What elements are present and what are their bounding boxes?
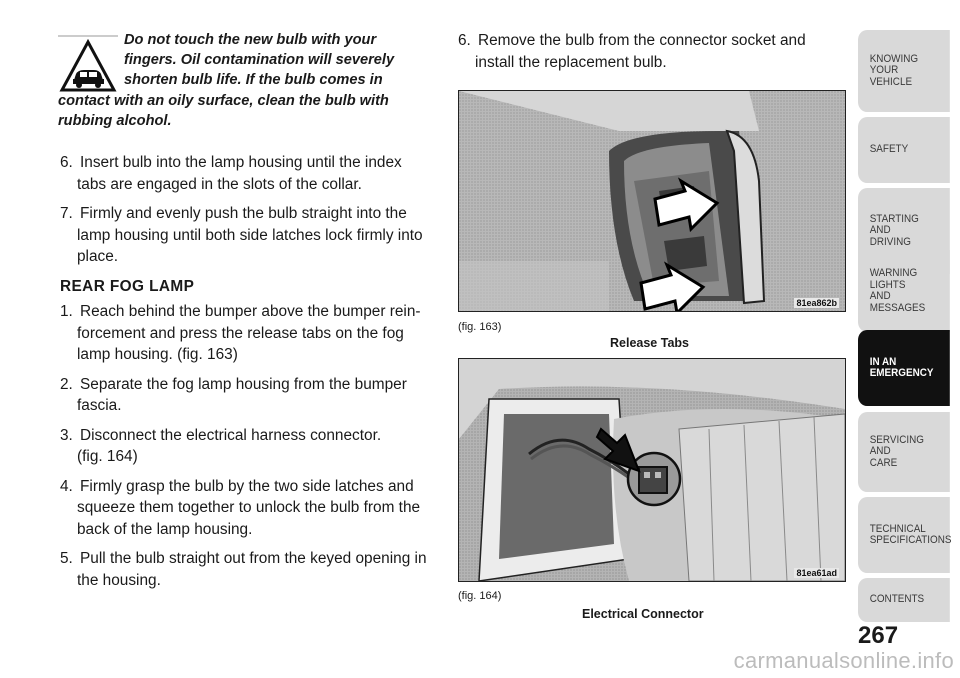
tab-label: SERVICING — [869, 433, 924, 446]
step-text: Firmly grasp the bulb by the two side latches and — [80, 477, 414, 495]
step-number: 2. — [60, 375, 73, 393]
step-item — [60, 152, 440, 195]
warning-line: rubbing alcohol. — [58, 112, 172, 129]
step-item — [60, 548, 440, 591]
tab-label: SAFETY — [869, 143, 909, 156]
step-item — [60, 476, 440, 541]
figure-electrical-connector — [458, 358, 846, 582]
tab-label: AND — [869, 224, 891, 237]
section-heading: REAR FOG LAMP — [60, 277, 195, 295]
release-tabs-illustration — [459, 91, 845, 311]
warning-note — [58, 30, 436, 131]
step-text: back of the lamp housing. — [77, 520, 253, 538]
tab-label: SPECIFICATIONS — [869, 534, 952, 546]
tab-label: CARE — [869, 456, 898, 469]
figure-caption: Electrical Connector — [582, 607, 704, 621]
watermark: carmanualsonline.info — [733, 648, 954, 673]
step-text: Insert bulb into the lamp housing until the index — [80, 154, 402, 171]
step-text: install the replacement bulb. — [475, 53, 667, 71]
electrical-connector-illustration — [459, 359, 845, 581]
step-item — [60, 301, 440, 366]
left-column — [60, 152, 440, 591]
step-text: Firmly and evenly push the bulb straight into the — [80, 205, 407, 222]
tab-label: TECHNICAL — [869, 522, 926, 535]
step-number: 1. — [60, 303, 73, 320]
tab-label: CONTENTS — [869, 593, 925, 606]
step-item — [60, 203, 440, 268]
tab-knowing-your-vehicle[interactable] — [858, 30, 950, 112]
step-number: 4. — [60, 477, 73, 495]
tab-label: AND — [869, 445, 891, 458]
warning-line: shorten bulb life. If the bulb comes in — [124, 72, 383, 89]
figure-release-tabs — [458, 90, 846, 312]
figure-caption: Release Tabs — [610, 336, 689, 350]
step-text: lamp housing until both side latches lock firmly into — [77, 226, 423, 244]
page-number: 267 — [858, 622, 899, 649]
figure-code: 81ea61ad — [796, 568, 837, 578]
figure-number: (fig. 164) — [458, 590, 502, 602]
tab-label: EMERGENCY — [869, 367, 934, 379]
step-text: lamp housing. (fig. 163) — [77, 346, 238, 363]
tab-contents[interactable] — [858, 578, 950, 622]
step-text: tabs are engaged in the slots of the collar. — [77, 175, 362, 193]
step-text: Disconnect the electrical harness connector. — [80, 426, 382, 444]
step-text: Reach behind the bumper above the bumper rein- — [80, 303, 421, 320]
step-text: place. — [77, 248, 119, 265]
step-number: 7. — [60, 205, 73, 222]
figure-number: (fig. 163) — [458, 321, 502, 333]
step-item — [458, 30, 848, 73]
tab-warning-lights-and-messages[interactable] — [858, 250, 950, 332]
step-text: the housing. — [77, 571, 161, 589]
tab-in-an-emergency[interactable] — [858, 330, 950, 406]
tab-servicing-and-care[interactable] — [858, 412, 950, 492]
tab-label: IN AN — [869, 355, 897, 368]
step-text: forcement and press the release tabs on the fog — [77, 324, 404, 342]
tab-label: DRIVING — [869, 235, 911, 248]
tab-label: AND — [869, 290, 891, 302]
tab-technical-specifications[interactable] — [858, 497, 950, 573]
tab-label: LIGHTS — [869, 278, 906, 291]
step-text: Pull the bulb straight out from the keyed opening in — [80, 550, 427, 567]
warning-line: Do not touch the new bulb with your — [124, 32, 377, 48]
step-item — [60, 425, 440, 468]
step-number: 3. — [60, 426, 73, 444]
step-number: 6. — [60, 154, 73, 171]
tab-label: MESSAGES — [869, 301, 926, 314]
step-item — [60, 374, 440, 417]
step-text: Separate the fog lamp housing from the bumper — [80, 375, 407, 393]
tab-label: KNOWING — [869, 52, 919, 65]
figure-code: 81ea862b — [796, 298, 837, 308]
tab-label: VEHICLE — [869, 75, 913, 88]
tab-label: WARNING — [869, 267, 918, 279]
warning-line: contact with an oily surface, clean the bulb with — [58, 92, 389, 109]
tab-label: YOUR — [869, 64, 899, 77]
right-column-step — [458, 30, 848, 73]
warning-line: fingers. Oil contamination will severely — [124, 52, 395, 69]
step-text: squeeze them together to unlock the bulb from the — [77, 499, 421, 516]
step-text: (fig. 164) — [77, 448, 138, 465]
step-text: Remove the bulb from the connector socket and — [478, 32, 806, 49]
tab-safety[interactable] — [858, 117, 950, 183]
step-number: 6. — [458, 32, 471, 49]
tab-label: STARTING — [869, 212, 919, 225]
step-text: fascia. — [77, 397, 122, 414]
step-number: 5. — [60, 550, 73, 567]
